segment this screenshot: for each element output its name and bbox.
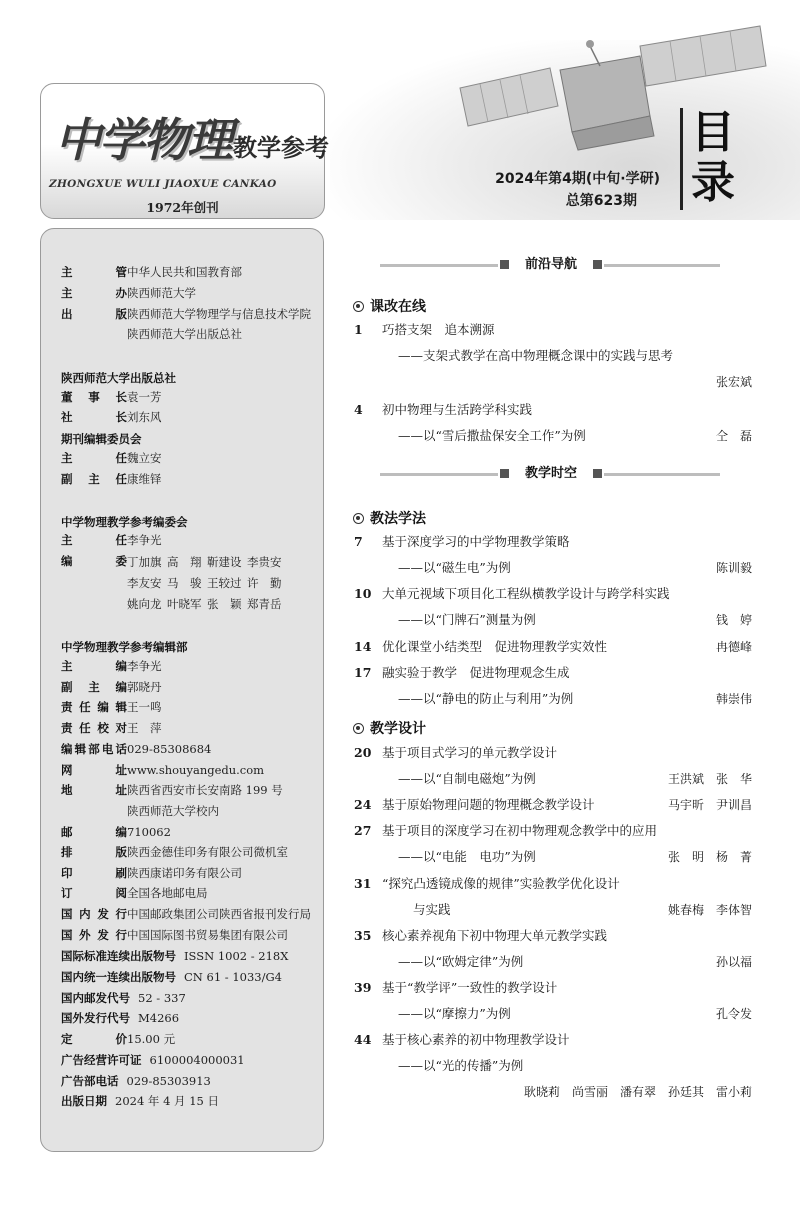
board-member: 马 骏 xyxy=(167,576,202,590)
logo-title xyxy=(55,104,329,170)
page-number: 17 xyxy=(354,665,372,680)
bullet-circle-icon xyxy=(353,301,364,312)
info-row: 副主编郭晓丹 xyxy=(61,680,162,694)
page-number: 35 xyxy=(354,928,372,943)
article-subtitle: ——以“磁生电”为例 xyxy=(398,560,511,575)
info-row: 国内统一连续出版物号 CN 61 - 1033/G4 xyxy=(61,970,282,984)
article-subtitle: ——以“静电的防止与利用”为例 xyxy=(398,691,574,706)
bullet-circle-icon xyxy=(353,723,364,734)
page-number: 44 xyxy=(354,1032,372,1047)
info-row: 出 版陕西师范大学物理学与信息技术学院 xyxy=(61,307,311,321)
board-member: 郑青岳 xyxy=(247,597,282,611)
board-member: 叶晓军 xyxy=(167,597,202,611)
info-row: 陕西师范大学校内 xyxy=(127,804,219,818)
article-subtitle: ——以“雪后撒盐保安全工作”为例 xyxy=(398,428,586,443)
article-title: 基于项目的深度学习在初中物理观念教学中的应用 xyxy=(382,823,658,838)
logo-title-small: 教学参考 xyxy=(233,134,329,162)
page-number: 4 xyxy=(354,402,363,417)
page-number: 7 xyxy=(354,534,363,549)
article-author: 仝 磊 xyxy=(715,429,752,443)
info-row: 社 长刘东风 xyxy=(61,410,162,424)
article-title: 基于核心素养的初中物理教学设计 xyxy=(382,1032,570,1047)
info-row: 定 价15.00 元 xyxy=(61,1032,176,1046)
board-member: 丁加旗 xyxy=(127,555,162,569)
info-row: 国内邮发代号 52 - 337 xyxy=(61,991,186,1005)
article-title: 融实验于教学 促进物理观念生成 xyxy=(382,665,570,680)
section-teaching-methods: 教法学法 xyxy=(353,508,426,526)
article-author: 姚春梅 李体智 xyxy=(667,903,752,917)
info-row xyxy=(61,554,127,568)
banner-teaching-label: 教学时空 xyxy=(498,464,604,484)
article-subtitle: ——支架式教学在高中物理概念课中的实践与思考 xyxy=(398,348,674,363)
journal-logo xyxy=(40,83,329,219)
article-author: 孙以福 xyxy=(715,955,752,969)
info-row: 责任编辑王一鸣 xyxy=(61,700,162,714)
article-author: 张宏斌 xyxy=(715,375,752,389)
article-subtitle: ——以“摩擦力”为例 xyxy=(398,1006,511,1021)
info-row: 邮 编710062 xyxy=(61,825,171,839)
article-author: 陈训毅 xyxy=(715,561,752,575)
article-subtitle: ——以“自制电磁炮”为例 xyxy=(398,771,536,786)
info-row: 主 管中华人民共和国教育部 xyxy=(61,265,242,279)
info-row: 国外发行中国国际图书贸易集团有限公司 xyxy=(61,928,288,942)
founded-year: 1972年创刊 xyxy=(146,200,219,215)
section-curriculum-reform: 课改在线 xyxy=(353,296,426,314)
publication-info-panel xyxy=(40,228,324,1152)
info-row: 主 编李争光 xyxy=(61,659,162,673)
page-number: 20 xyxy=(354,745,372,760)
article-subtitle: ——以“门牌石”测量为例 xyxy=(398,612,536,627)
banner-frontier xyxy=(380,258,720,272)
board-member: 李友安 xyxy=(127,576,162,590)
info-row: 出版日期 2024 年 4 月 15 日 xyxy=(61,1094,219,1108)
info-row: 订 阅全国各地邮电局 xyxy=(61,886,208,900)
article-author: 孔令发 xyxy=(715,1007,752,1021)
page-number: 24 xyxy=(354,797,372,812)
bullet-circle-icon xyxy=(353,513,364,524)
press-heading: 陕西师范大学出版总社 xyxy=(61,371,176,385)
article-title: 大单元视域下项目化工程纵横教学设计与跨学科实践 xyxy=(382,586,670,601)
info-row: 董事长袁一芳 xyxy=(61,390,162,404)
contents-title-char2: 录 xyxy=(691,157,735,208)
article-title: 初中物理与生活跨学科实践 xyxy=(382,402,533,417)
article-title: 基于原始物理问题的物理概念教学设计 xyxy=(382,797,595,812)
article-subtitle: ——以“电能 电功”为例 xyxy=(398,849,536,864)
board-member: 王较过 xyxy=(207,576,242,590)
page-number: 31 xyxy=(354,876,372,891)
board-member: 许 勤 xyxy=(247,576,282,590)
journal-committee-heading: 期刊编辑委员会 xyxy=(61,432,142,446)
info-row: 主 任李争光 xyxy=(61,533,162,547)
info-row: 国外发行代号 M4266 xyxy=(61,1011,180,1025)
info-row: 网 址www.shouyangedu.com xyxy=(61,763,265,777)
page-number: 10 xyxy=(354,586,372,601)
page-number: 14 xyxy=(354,639,372,654)
info-row: 副主任康维铎 xyxy=(61,472,162,486)
article-title: 核心素养视角下初中物理大单元教学实践 xyxy=(382,928,608,943)
info-row: 广告部电话 029-85303913 xyxy=(61,1074,211,1088)
info-row: 印 刷陕西康诺印务有限公司 xyxy=(61,866,242,880)
info-row: 国内发行中国邮政集团公司陕西省报刊发行局 xyxy=(61,907,311,921)
contents-title xyxy=(680,108,742,210)
article-title: 基于项目式学习的单元教学设计 xyxy=(382,745,558,760)
article-author: 张 明 杨 菁 xyxy=(667,850,752,864)
info-row: 国际标准连续出版物号 ISSN 1002 - 218X xyxy=(61,949,289,963)
page-number: 39 xyxy=(354,980,372,995)
page-number: 27 xyxy=(354,823,372,838)
article-author: 钱 婷 xyxy=(715,613,752,627)
editorial-board-heading: 中学物理教学参考编委会 xyxy=(61,515,188,529)
section-teaching-design: 教学设计 xyxy=(353,718,426,736)
board-member: 靳建设 xyxy=(207,555,242,569)
article-subtitle: ——以“欧姆定律”为例 xyxy=(398,954,524,969)
info-row: 编辑部电话029-85308684 xyxy=(61,742,212,756)
editorial-dept-heading: 中学物理教学参考编辑部 xyxy=(61,640,188,654)
article-author: 冉德峰 xyxy=(715,640,752,654)
logo-title-big: 中学物理 xyxy=(55,113,231,167)
board-member: 李贵安 xyxy=(247,555,282,569)
article-author: 韩崇伟 xyxy=(715,692,752,706)
article-subtitle: 与实践 xyxy=(413,902,451,917)
article-title: 巧搭支架 追本溯源 xyxy=(382,322,495,337)
logo-pinyin: ZHONGXUE WULI JIAOXUE CANKAO xyxy=(49,178,277,190)
info-row: 广告经营许可证 6100004000031 xyxy=(61,1053,245,1067)
article-title: 基于“教学评”一致性的教学设计 xyxy=(382,980,558,995)
article-title: “探究凸透镜成像的规律”实验教学优化设计 xyxy=(382,876,620,891)
editorial-board-members-label: 编 委 xyxy=(61,554,127,568)
article-author: 耿晓莉 尚雪丽 潘有翠 孙廷其 雷小莉 xyxy=(523,1085,752,1099)
issue-number: 2024年第4期(中旬·学研) xyxy=(495,171,660,187)
info-row: 主 任魏立安 xyxy=(61,451,162,465)
page-number: 1 xyxy=(354,322,363,337)
info-row: 地 址陕西省西安市长安南路 199 号 xyxy=(61,783,283,797)
article-title: 基于深度学习的中学物理教学策略 xyxy=(382,534,570,549)
total-issue-number: 总第623期 xyxy=(565,193,637,209)
board-member: 高 翔 xyxy=(167,555,202,569)
info-row: 责任校对王 萍 xyxy=(61,721,162,735)
article-author: 王洪斌 张 华 xyxy=(667,772,752,786)
banner-frontier-label: 前沿导航 xyxy=(498,255,604,275)
board-member: 张 颖 xyxy=(207,597,242,611)
board-member: 姚向龙 xyxy=(127,597,162,611)
info-row: 排 版陕西金德佳印务有限公司微机室 xyxy=(61,845,288,859)
info-row: 陕西师范大学出版总社 xyxy=(127,327,242,341)
article-title: 优化课堂小结类型 促进物理教学实效性 xyxy=(382,639,608,654)
banner-teaching xyxy=(380,467,720,481)
contents-title-char1: 目 xyxy=(691,107,735,158)
article-author: 马宇昕 尹训昌 xyxy=(667,798,752,812)
article-subtitle: ——以“光的传播”为例 xyxy=(398,1058,524,1073)
info-row: 主 办陕西师范大学 xyxy=(61,286,196,300)
